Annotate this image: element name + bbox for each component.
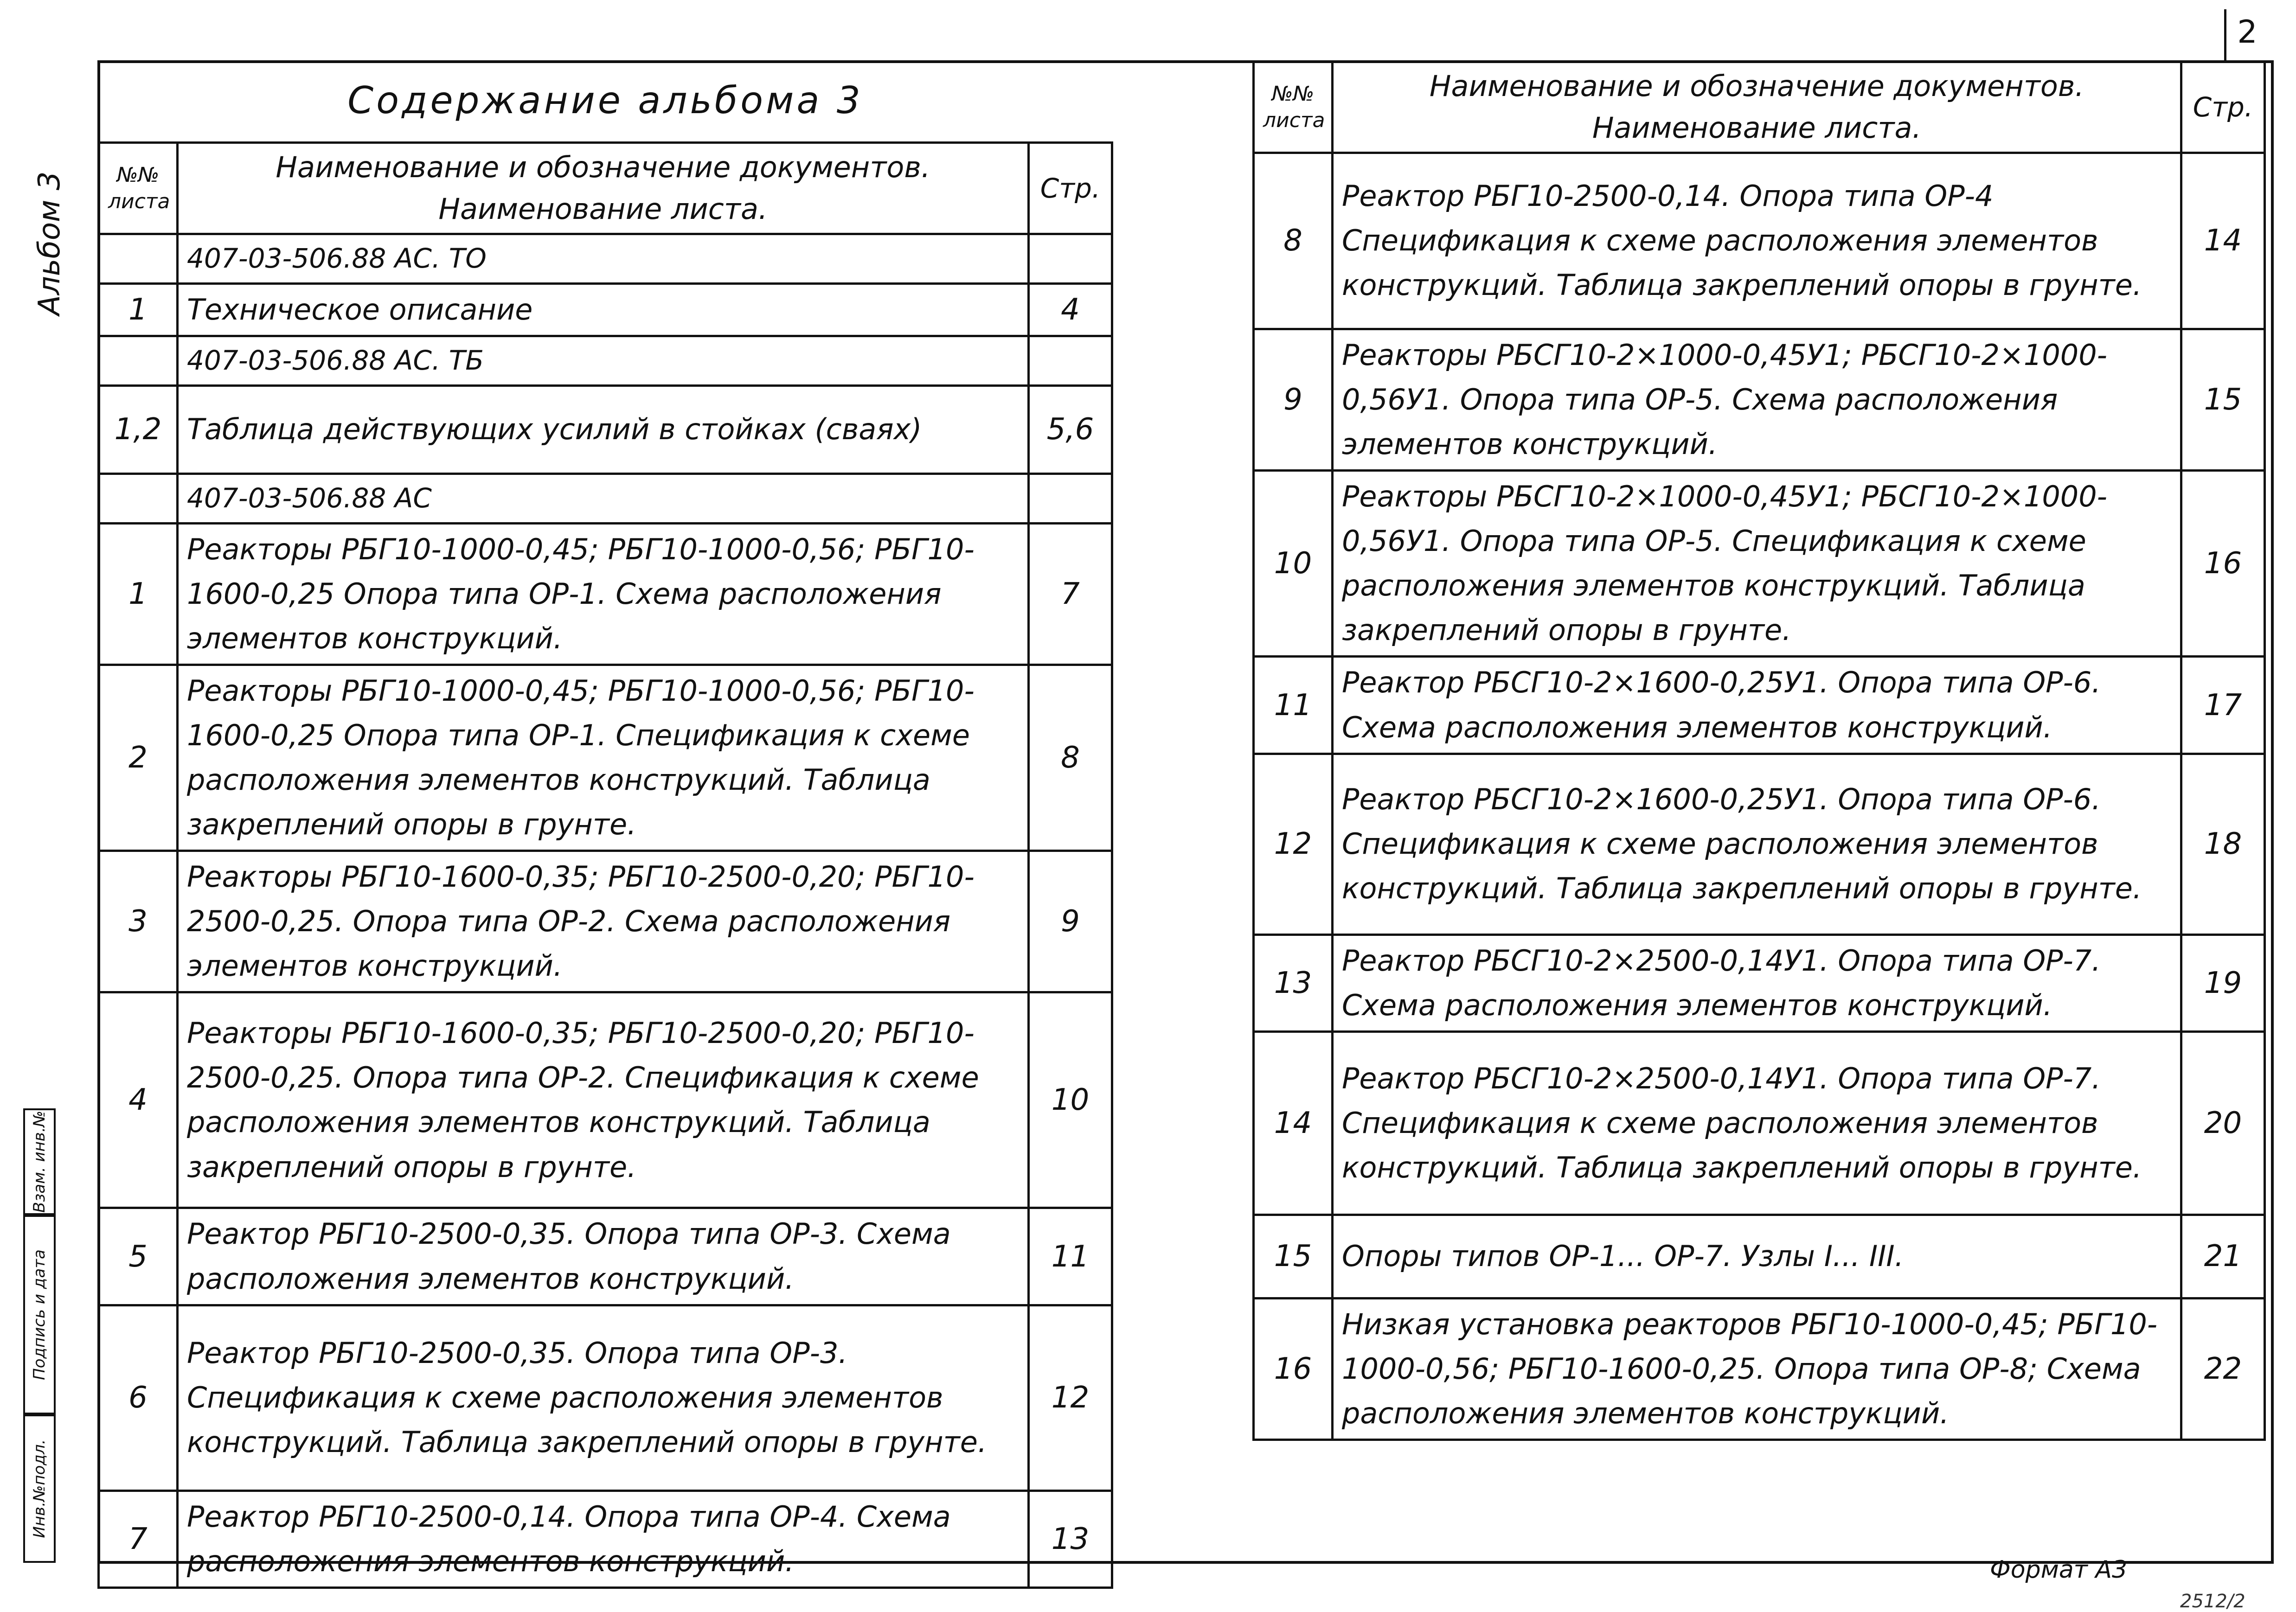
- header-name-line2: Наименование листа.: [1592, 110, 1922, 145]
- header-page: Стр.: [1029, 143, 1112, 234]
- table-row: [99, 1490, 1112, 1587]
- row-sheet-number: 1: [99, 283, 178, 336]
- stamp-sign-date-label: Подпись и дата: [30, 1249, 49, 1380]
- stamp-vzam-inv: [23, 1108, 56, 1215]
- row-sheet-name: Низкая установка реакторов РБГ10-1000-0,45; РБГ10-1000-0,56; РБГ10-1600-0,25. Опора типа ОР-8; Схема расположения элементов конструкций.: [1333, 1298, 2181, 1439]
- row-sheet-name: Реакторы РБГ10-1000-0,45; РБГ10-1000-0,56; РБГ10-1600-0,25 Опора типа ОР-1. Спецификация к схеме расположения элементов конструкций. Таблица закреплений опоры в грунте.: [178, 665, 1029, 851]
- table-row: [1254, 754, 2265, 934]
- row-sheet-name: Реактор РБСГ10-2×1600-0,25У1. Опора типа ОР-6. Спецификация к схеме расположения элементов конструкций. Таблица закреплений опоры в грунте.: [1333, 754, 2181, 934]
- table-row: [99, 851, 1112, 992]
- corner-code: 2512/2: [2180, 1591, 2245, 1612]
- row-sheet-name: Реакторы РБГ10-1600-0,35; РБГ10-2500-0,20; РБГ10-2500-0,25. Опора типа ОР-2. Схема расположения элементов конструкций.: [178, 851, 1029, 992]
- row-sheet-number: 12: [1254, 754, 1333, 934]
- row-sheet-number: 10: [1254, 471, 1333, 657]
- row-page: 14: [2181, 153, 2265, 329]
- row-sheet-number: 6: [99, 1305, 178, 1490]
- row-page: 19: [2181, 934, 2265, 1031]
- row-document-code: 407-03-506.88 АС. ТО: [178, 234, 1029, 283]
- row-sheet-name: Реактор РБСГ10-2×2500-0,14У1. Опора типа ОР-7. Схема расположения элементов конструкций.: [1333, 934, 2181, 1031]
- row-sheet-number: 14: [1254, 1031, 1333, 1215]
- stamp-inv-orig-label: Инв.№подл.: [30, 1439, 49, 1538]
- stamp-inv-orig: [23, 1414, 56, 1563]
- table-header-row: [1254, 62, 2265, 153]
- table-row: [1254, 329, 2265, 470]
- header-name: [1333, 62, 2181, 153]
- row-page: 5,6: [1029, 385, 1112, 473]
- row-page: 18: [2181, 754, 2265, 934]
- row-page: 9: [1029, 851, 1112, 992]
- row-sheet-name: Реактор РБСГ10-2×1600-0,25У1. Опора типа ОР-6. Схема расположения элементов конструкций.: [1333, 657, 2181, 754]
- row-page: 8: [1029, 665, 1112, 851]
- table-row: [1254, 153, 2265, 329]
- format-label: Формат А3: [1990, 1556, 2128, 1584]
- row-sheet-number: [99, 336, 178, 385]
- row-page: 4: [1029, 283, 1112, 336]
- page-number: 2: [2224, 9, 2268, 63]
- row-sheet-name: Опоры типов ОР-1... ОР-7. Узлы I... III.: [1333, 1215, 2181, 1298]
- header-name-line1: Наименование и обозначение документов.: [276, 150, 930, 184]
- row-sheet-number: 15: [1254, 1215, 1333, 1298]
- row-sheet-number: [99, 234, 178, 283]
- row-sheet-name: Реакторы РБСГ10-2×1000-0,45У1; РБСГ10-2×1000-0,56У1. Опора типа ОР-5. Спецификация к схеме расположения элементов конструкций. Таблица закреплений опоры в грунте.: [1333, 471, 2181, 657]
- row-document-code: 407-03-506.88 АС: [178, 473, 1029, 523]
- row-sheet-name: Реактор РБГ10-2500-0,35. Опора типа ОР-3. Спецификация к схеме расположения элементов конструкций. Таблица закреплений опоры в грунте.: [178, 1305, 1029, 1490]
- table-row: [99, 234, 1112, 283]
- table-row: [1254, 471, 2265, 657]
- row-sheet-name: Реактор РБГ10-2500-0,35. Опора типа ОР-3. Схема расположения элементов конструкций.: [178, 1208, 1029, 1305]
- row-page: 12: [1029, 1305, 1112, 1490]
- row-sheet-name: Таблица действующих усилий в стойках (сваях): [178, 385, 1029, 473]
- table-row: [1254, 657, 2265, 754]
- row-sheet-number: 4: [99, 992, 178, 1208]
- row-sheet-number: 1: [99, 523, 178, 665]
- row-sheet-name: Реактор РБГ10-2500-0,14. Опора типа ОР-4 Спецификация к схеме расположения элементов конструкций. Таблица закреплений опоры в грунте.: [1333, 153, 2181, 329]
- album-label: Альбом 3: [32, 171, 67, 315]
- row-sheet-number: 11: [1254, 657, 1333, 754]
- row-sheet-number: [99, 473, 178, 523]
- row-page: [1029, 234, 1112, 283]
- row-page: 13: [1029, 1490, 1112, 1587]
- contents-title: Содержание альбома 3: [347, 79, 863, 122]
- row-page: 22: [2181, 1298, 2265, 1439]
- row-sheet-name: Реакторы РБГ10-1600-0,35; РБГ10-2500-0,20; РБГ10-2500-0,25. Опора типа ОР-2. Спецификация к схеме расположения элементов конструкций. Таблица закреплений опоры в грунте.: [178, 992, 1029, 1208]
- row-sheet-name: Реактор РБГ10-2500-0,14. Опора типа ОР-4. Схема расположения элементов конструкций.: [178, 1490, 1029, 1587]
- row-page: 11: [1029, 1208, 1112, 1305]
- row-page: 21: [2181, 1215, 2265, 1298]
- row-sheet-number: 16: [1254, 1298, 1333, 1439]
- row-page: [1029, 336, 1112, 385]
- header-name-line2: Наименование листа.: [438, 192, 768, 226]
- row-sheet-number: 1,2: [99, 385, 178, 473]
- header-name-line1: Наименование и обозначение документов.: [1429, 69, 2084, 103]
- table-row: [1254, 1031, 2265, 1215]
- stamp-vzam-inv-label: Взам. инв.№: [30, 1110, 49, 1213]
- table-row: [99, 336, 1112, 385]
- row-page: 15: [2181, 329, 2265, 470]
- row-sheet-number: 2: [99, 665, 178, 851]
- table-row: [99, 1305, 1112, 1490]
- row-sheet-number: 5: [99, 1208, 178, 1305]
- row-sheet-name: Техническое описание: [178, 283, 1029, 336]
- header-sheet-number: №№ листа: [99, 143, 178, 234]
- row-page: 17: [2181, 657, 2265, 754]
- row-sheet-name: Реакторы РБСГ10-2×1000-0,45У1; РБСГ10-2×1000-0,56У1. Опора типа ОР-5. Схема расположения элементов конструкций.: [1333, 329, 2181, 470]
- table-header-row: [99, 143, 1112, 234]
- row-sheet-number: 13: [1254, 934, 1333, 1031]
- table-row: [99, 1208, 1112, 1305]
- table-row: [99, 473, 1112, 523]
- header-name: [178, 143, 1029, 234]
- row-page: 20: [2181, 1031, 2265, 1215]
- row-page: [1029, 473, 1112, 523]
- row-sheet-number: 3: [99, 851, 178, 992]
- table-row: [1254, 1215, 2265, 1298]
- table-row: [99, 992, 1112, 1208]
- stamp-sign-date: [23, 1215, 56, 1414]
- row-sheet-number: 7: [99, 1490, 178, 1587]
- row-page: 16: [2181, 471, 2265, 657]
- contents-table-right: [1252, 60, 2266, 1441]
- contents-table-left: [97, 141, 1113, 1589]
- table-row: [1254, 1298, 2265, 1439]
- table-row: [99, 523, 1112, 665]
- header-sheet-number: №№ листа: [1254, 62, 1333, 153]
- row-sheet-name: Реакторы РБГ10-1000-0,45; РБГ10-1000-0,56; РБГ10-1600-0,25 Опора типа ОР-1. Схема расположения элементов конструкций.: [178, 523, 1029, 665]
- row-sheet-name: Реактор РБСГ10-2×2500-0,14У1. Опора типа ОР-7. Спецификация к схеме расположения элементов конструкций. Таблица закреплений опоры в грунте.: [1333, 1031, 2181, 1215]
- table-row: [1254, 934, 2265, 1031]
- row-sheet-number: 8: [1254, 153, 1333, 329]
- side-stamp: [23, 1108, 97, 1565]
- row-document-code: 407-03-506.88 АС. ТБ: [178, 336, 1029, 385]
- table-row: [99, 283, 1112, 336]
- header-page: Стр.: [2181, 62, 2265, 153]
- row-sheet-number: 9: [1254, 329, 1333, 470]
- row-page: 7: [1029, 523, 1112, 665]
- table-row: [99, 665, 1112, 851]
- table-row: [99, 385, 1112, 473]
- row-page: 10: [1029, 992, 1112, 1208]
